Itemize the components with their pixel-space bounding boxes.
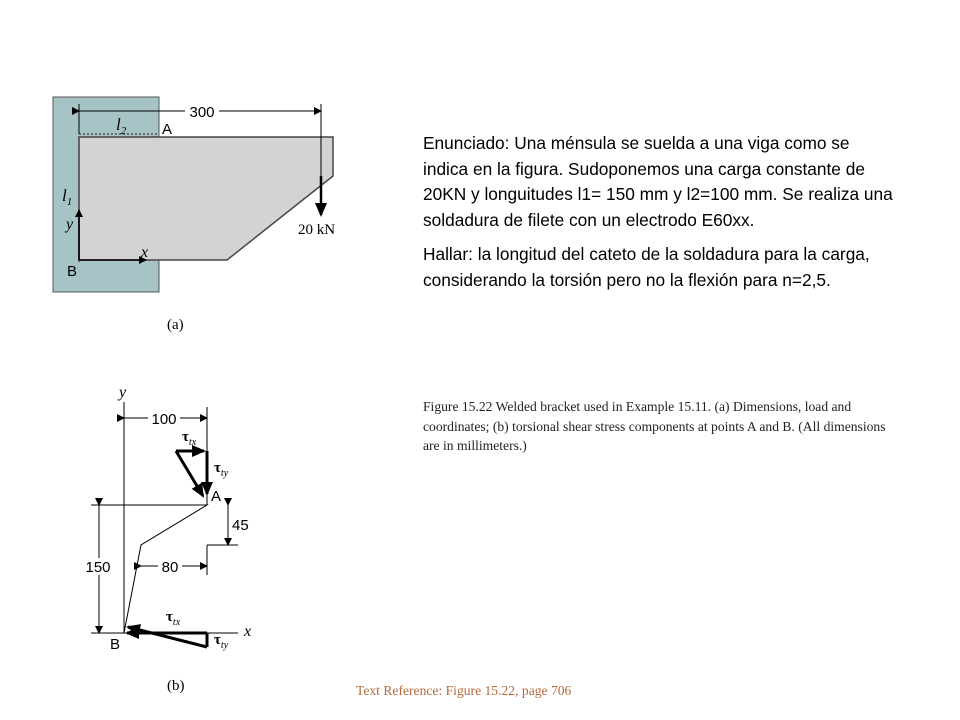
dimension-45: 45 (232, 517, 249, 534)
problem-statement: Enunciado: Una ménsula se suelda a una viga como se indica en la figura. Sudoponemos una carga constante de 20KN y longuitudes l1= 150 mm y l2=100 mm. Se realiza una soldadura de filete con un electrodo E60xx. (423, 133, 893, 230)
tau-tx-label-a: $\tau_{tx}$ (182, 429, 197, 448)
axis-x-label: x (244, 623, 252, 640)
bracket (79, 137, 336, 260)
point-a-label: A (162, 121, 173, 138)
dimension-150: 150 (85, 559, 111, 576)
text-reference: Text Reference: Figure 15.22, page 706 (356, 683, 572, 698)
point-b-label: B (110, 636, 121, 653)
point-a-label: A (211, 488, 222, 505)
figure-caption: Figure 15.22 Welded bracket used in Example 15.11. (a) Dimensions, load and coordinates; (b) torsional shear stress components at points A and B. (All dimensions are in millimeters.) (423, 399, 886, 453)
axis-y-label: y (119, 384, 127, 401)
axis-y-label: y (66, 216, 74, 233)
figure-b-label: (b) (167, 678, 185, 694)
figure-a (53, 97, 335, 333)
problem-text (423, 131, 893, 302)
load-label: 20 kN (298, 222, 336, 238)
figure-b (82, 384, 251, 694)
dimension-80: 80 (161, 559, 179, 576)
dimension-100: 100 (151, 411, 177, 428)
point-b-label: B (67, 263, 78, 280)
problem-question: Hallar: la longitud del cateto de la soldadura para la carga, considerando la torsión pero no la flexión para n=2,5. (423, 244, 870, 290)
axis-x-label: x (141, 244, 149, 261)
stress-resultant-b (128, 627, 207, 647)
figure-a-label: (a) (167, 317, 184, 333)
label-l2: $l_2$ (116, 115, 127, 137)
stress-resultant-a (176, 451, 203, 496)
tau-ty-label-a: $\tau_{ty}$ (214, 460, 229, 479)
label-l1: $l_1$ (62, 186, 73, 208)
tau-tx-label-b: $\tau_{tx}$ (166, 609, 181, 628)
dimension-300: 300 (189, 104, 215, 121)
tau-ty-label-b: $\tau_{ty}$ (214, 632, 229, 651)
